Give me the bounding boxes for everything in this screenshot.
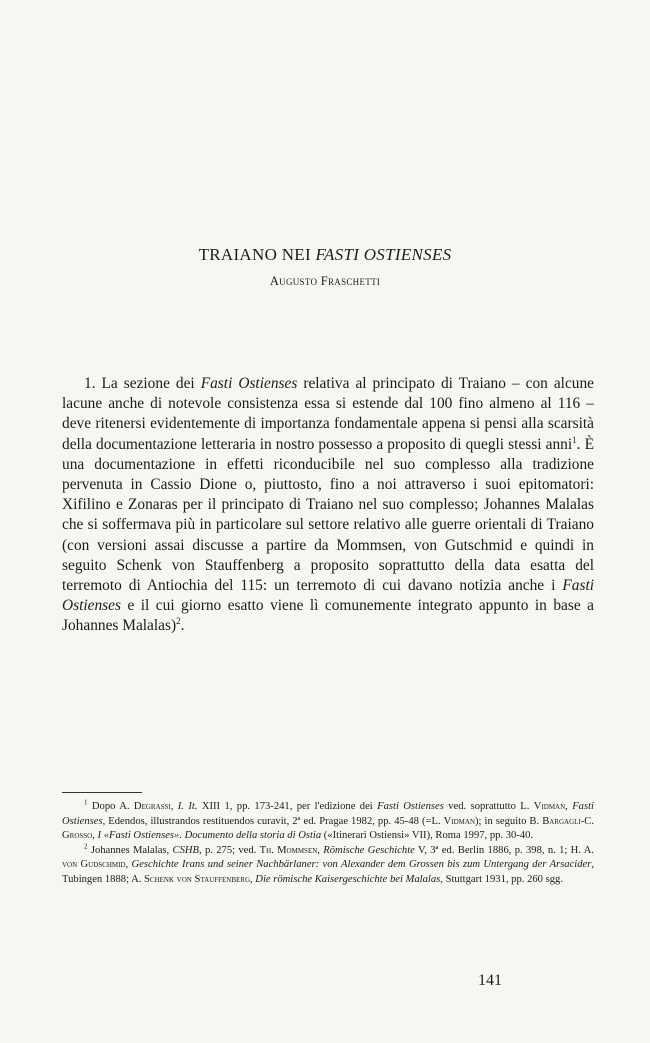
title-italic-text: FASTI OSTIENSES (315, 245, 452, 264)
paragraph-1: 1. La sezione dei Fasti Ostienses relativa al principato di Traiano – con alcune lacune anche di notevole consistenza essa si estende dal 100 fino almeno al 116 – deve ritenersi evidentemente di importanza fondamentale appena si pensi alla scarsità della documentazione letteraria in nostro possesso a proposito di quegli stessi anni$^1$. È una documentazione in effetti riconducibile nel suo complesso alla tradizione pervenuta in Cassio Dione o, piuttosto, fino a noi attraverso i suoi epitomatori: Xifilino e Zonaras per il principato di Traiano nel suo complesso; Johannes Malalas che si soffermava più in particolare sul settore relativo alle guerre orientali di Traiano (con versioni assai discusse a partire da Mommsen, von Gutschmid e quindi in seguito Schenk von Stauffenberg a proposito soprattutto della data esatta del terremoto di Antiochia del 115: un terremoto di cui davano notizia anche i Fasti Ostienses e il cui giorno esatto viene lì comunemente integrato appunto in base a Johannes Malalas)$^2$. (62, 375, 594, 635)
footnote-1: $^1$ Dopo A. Degrassi, I. It. XIII 1, pp. 173-241, per l'edizione dei Fasti Ostienses ved. soprattutto L. Vidman, Fasti Ostienses, Edendos, illustrandos restituendos curavit, 2ª ed. Pragae 1982, pp. 45-48 (=L. Vidman); in seguito B. Bargagli-C. Grosso, I «Fasti Ostienses». Documento della storia di Ostia («Itinerari Ostiensi» VII), Roma 1997, pp. 30-40. (62, 798, 595, 842)
article-title (0, 245, 650, 265)
title-text: TRAIANO NEI (198, 245, 316, 264)
body-text (62, 374, 594, 637)
footnote-divider (62, 792, 142, 793)
article-author: Augusto Fraschetti (269, 274, 381, 288)
footnote-ref-1[interactable]: 1 (572, 434, 577, 445)
footnotes (62, 800, 594, 888)
footnote-2: $^2$ Johannes Malalas, CSHB, p. 275; ved. Th. Mommsen, Römische Geschichte V, 3ª ed. Berlin 1886, p. 398, n. 1; H. A. von Gudschmid, Geschichte Irans und seiner Nachbärlaner: von Alexander dem Grossen bis zum Untergang der Arsacider, Tubingen 1888; A. Schenk von Stauffenberg, Die römische Kaisergeschichte bei Malalas, Stuttgart 1931, pp. 260 sgg. (62, 842, 594, 885)
footnote-ref-2[interactable]: 2 (176, 616, 181, 627)
page-number: 141 (478, 972, 502, 989)
